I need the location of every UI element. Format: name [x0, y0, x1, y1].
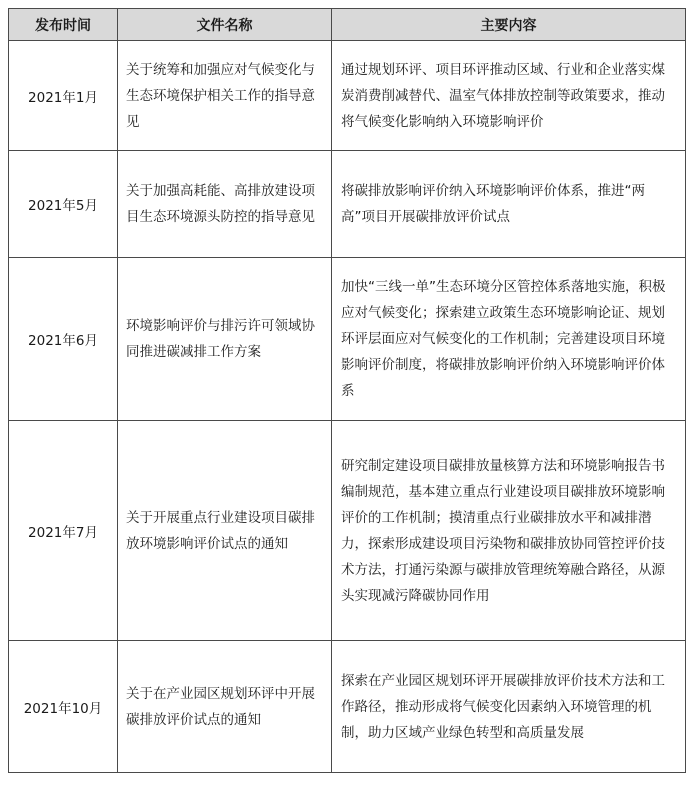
- content-cell: 将碳排放影响评价纳入环境影响评价体系，推进“两高”项目开展碳排放评价试点: [332, 151, 686, 258]
- name-cell: 关于开展重点行业建设项目碳排放环境影响评价试点的通知: [118, 421, 332, 641]
- content-cell: 探索在产业园区规划环评开展碳排放评价技术方法和工作路径，推动形成将气候变化因素纳入环境管理的机制，助力区域产业绿色转型和高质量发展: [332, 641, 686, 773]
- date-cell: 2021年10月: [9, 641, 118, 773]
- content-cell: 研究制定建设项目碳排放量核算方法和环境影响报告书编制规范，基本建立重点行业建设项目碳排放环境影响评价的工作机制；摸清重点行业碳排放水平和减排潜力，探索形成建设项目污染物和碳排放协同管控评价技术方法，打通污染源与碳排放管理统筹融合路径，从源头实现减污降碳协同作用: [332, 421, 686, 641]
- date-cell: 2021年1月: [9, 41, 118, 151]
- header-content: 主要内容: [332, 9, 686, 41]
- table-row: [9, 151, 686, 258]
- name-cell: 关于加强高耗能、高排放建设项目生态环境源头防控的指导意见: [118, 151, 332, 258]
- name-cell: 关于在产业园区规划环评中开展碳排放评价试点的通知: [118, 641, 332, 773]
- name-cell: 环境影响评价与排污许可领域协同推进碳减排工作方案: [118, 258, 332, 421]
- table-row: [9, 258, 686, 421]
- content-cell: 加快“三线一单”生态环境分区管控体系落地实施，积极应对气候变化；探索建立政策生态环境影响论证、规划环评层面应对气候变化的工作机制；完善建设项目环境影响评价制度，将碳排放影响评价纳入环境影响评价体系: [332, 258, 686, 421]
- table-body: [9, 41, 686, 773]
- date-cell: 2021年5月: [9, 151, 118, 258]
- table-header: [9, 9, 686, 41]
- table-row: [9, 41, 686, 151]
- name-cell: 关于统筹和加强应对气候变化与生态环境保护相关工作的指导意见: [118, 41, 332, 151]
- header-row: [9, 9, 686, 41]
- policy-table: [8, 8, 686, 773]
- table-row: [9, 421, 686, 641]
- date-cell: 2021年7月: [9, 421, 118, 641]
- header-date: 发布时间: [9, 9, 118, 41]
- header-name: 文件名称: [118, 9, 332, 41]
- content-cell: 通过规划环评、项目环评推动区域、行业和企业落实煤炭消费削减替代、温室气体排放控制等政策要求，推动将气候变化影响纳入环境影响评价: [332, 41, 686, 151]
- date-cell: 2021年6月: [9, 258, 118, 421]
- table-row: [9, 641, 686, 773]
